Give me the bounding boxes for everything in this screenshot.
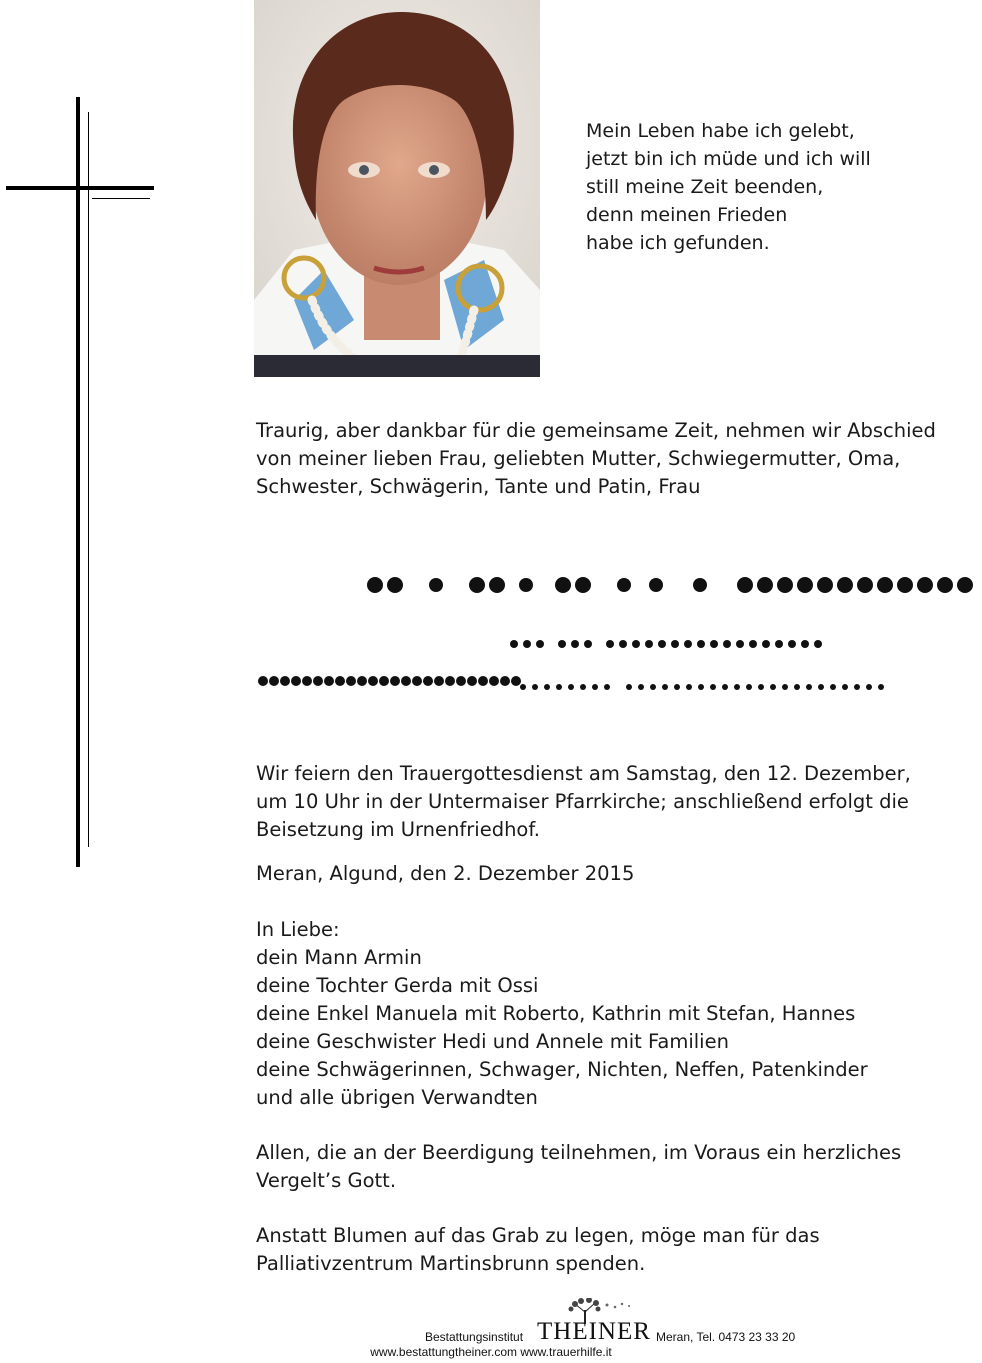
place-date-text: Meran, Algund, den 2. Dezember 2015 xyxy=(256,862,635,885)
poem-line: habe ich gefunden. xyxy=(586,232,770,254)
poem-line: denn meinen Frieden xyxy=(586,204,788,226)
mourners-list xyxy=(256,916,936,1112)
redacted-dates-line-left xyxy=(258,676,521,686)
mourners-line: deine Enkel Manuela mit Roberto, Kathrin mit Stefan, Hannes xyxy=(256,1002,856,1025)
mourners-line: In Liebe: xyxy=(256,918,340,941)
company-contact: Meran, Tel. 0473 23 33 20 xyxy=(656,1330,796,1344)
company-websites: www.bestattungtheiner.com www.trauerhilfe.it xyxy=(370,1345,612,1359)
donation-paragraph xyxy=(256,1222,936,1278)
cross-horizontal-shadow-line xyxy=(92,198,150,199)
thanks-line: Allen, die an der Beerdigung teilnehmen, im Voraus ein herzliches xyxy=(256,1141,902,1164)
redacted-detail-line xyxy=(510,640,822,648)
service-line: Wir feiern den Trauergottesdienst am Samstag, den 12. Dezember, xyxy=(256,762,911,785)
funeral-home-footer xyxy=(0,1298,982,1362)
poem-line: Mein Leben habe ich gelebt, xyxy=(586,120,855,142)
mourners-line: deine Schwägerinnen, Schwager, Nichten, Neffen, Patenkinder xyxy=(256,1058,868,1081)
thanks-line: Vergelt’s Gott. xyxy=(256,1169,397,1192)
intro-line: von meiner lieben Frau, geliebten Mutter, Schwiegermutter, Oma, xyxy=(256,447,901,470)
cross-vertical-shadow-line xyxy=(88,112,89,847)
poem xyxy=(586,117,926,257)
service-paragraph xyxy=(256,760,936,844)
company-prefix: Bestattungsinstitut xyxy=(425,1330,524,1344)
redacted-name xyxy=(367,577,973,593)
place-date xyxy=(256,860,936,888)
company-brand: THEINER xyxy=(537,1318,651,1345)
donation-line: Anstatt Blumen auf das Grab zu legen, möge man für das xyxy=(256,1224,820,1247)
mourners-line: und alle übrigen Verwandten xyxy=(256,1086,538,1109)
intro-line: Schwester, Schwägerin, Tante und Patin, Frau xyxy=(256,475,701,498)
mourners-line: dein Mann Armin xyxy=(256,946,422,969)
redacted-dates-line-right xyxy=(520,684,884,690)
poem-line: jetzt bin ich müde und ich will xyxy=(586,148,871,170)
intro-paragraph xyxy=(256,417,936,501)
service-line: Beisetzung im Urnenfriedhof. xyxy=(256,818,541,841)
thanks-paragraph xyxy=(256,1139,936,1195)
portrait-photo xyxy=(254,0,540,377)
donation-line: Palliativzentrum Martinsbrunn spenden. xyxy=(256,1252,646,1275)
poem-line: still meine Zeit beenden, xyxy=(586,176,824,198)
cross-horizontal-bar xyxy=(6,186,154,190)
service-line: um 10 Uhr in der Untermaiser Pfarrkirche; anschließend erfolgt die xyxy=(256,790,909,813)
mourners-line: deine Tochter Gerda mit Ossi xyxy=(256,974,539,997)
cross-vertical-bar xyxy=(76,97,80,867)
mourners-line: deine Geschwister Hedi und Annele mit Familien xyxy=(256,1030,729,1053)
intro-line: Traurig, aber dankbar für die gemeinsame Zeit, nehmen wir Abschied xyxy=(256,419,936,442)
